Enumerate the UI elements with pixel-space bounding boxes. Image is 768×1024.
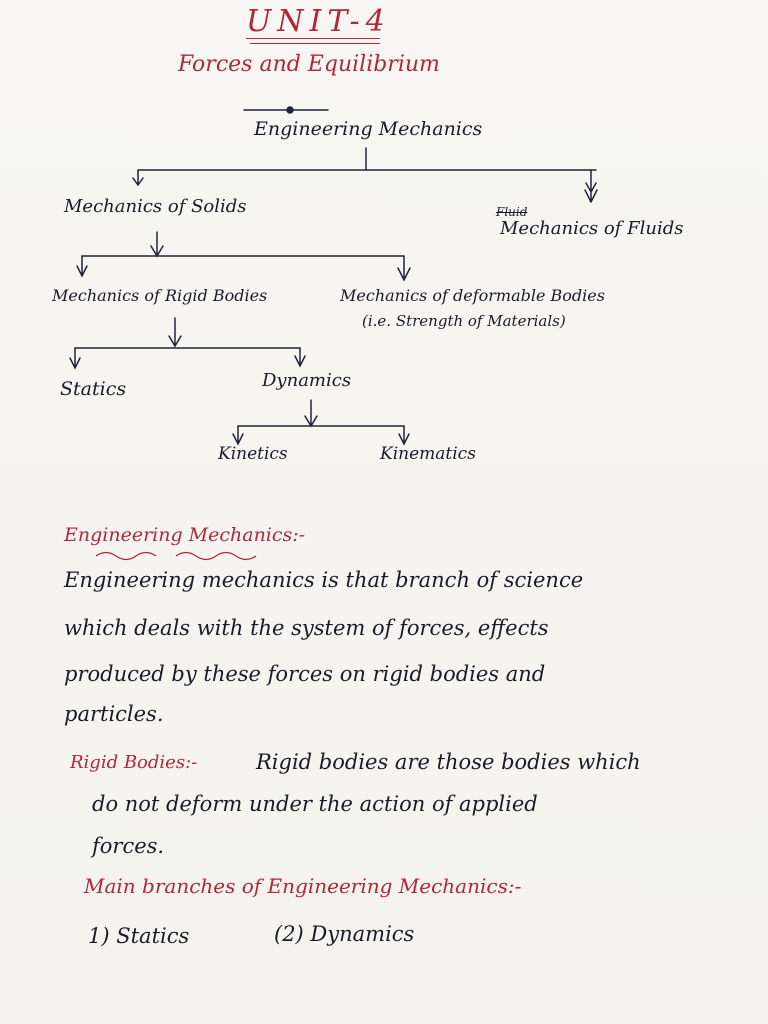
rigid-bodies-label: Rigid Bodies:-: [70, 752, 198, 773]
heading-engineering-mechanics: Engineering Mechanics:-: [64, 524, 306, 546]
rigid-bodies-line-3: forces.: [92, 834, 165, 858]
definition-line-1: Engineering mechanics is that branch of science: [64, 568, 584, 592]
node-mechanics-of-deformable-bodies: Mechanics of deformable Bodies: [340, 286, 605, 305]
arrow-to-fluids: [585, 170, 597, 202]
main-branches-heading: Main branches of Engineering Mechanics:-: [84, 874, 522, 898]
hierarchy-diagram: [0, 0, 768, 480]
node-kinetics: Kinetics: [218, 444, 288, 464]
arrow-to-deformable: [398, 256, 410, 280]
unit-title: UNIT-4: [246, 4, 391, 39]
node-statics: Statics: [60, 378, 127, 400]
arrow-to-dynamics: [295, 348, 305, 366]
arrow-to-statics: [70, 348, 80, 368]
connector-solids: [151, 232, 163, 256]
definition-line-4: particles.: [64, 702, 164, 726]
node-dynamics: Dynamics: [262, 370, 352, 391]
arrow-to-kinematics: [399, 426, 409, 444]
definition-line-3: produced by these forces on rigid bodies and: [64, 662, 546, 686]
arrow-to-rigid: [77, 256, 87, 276]
node-strength-of-materials: (i.e. Strength of Materials): [362, 312, 566, 330]
branch-2-dynamics: (2) Dynamics: [274, 922, 415, 946]
rigid-bodies-line-2: do not deform under the action of applied: [92, 792, 538, 816]
node-mechanics-of-fluids: Mechanics of Fluids: [500, 218, 684, 239]
connector-rigid: [169, 318, 181, 346]
rigid-bodies-line-1: Rigid bodies are those bodies which: [256, 750, 641, 774]
divider-dot: [287, 107, 293, 113]
heading-squiggle: [96, 548, 286, 562]
subtitle: Forces and Equilibrium: [178, 52, 440, 77]
node-mechanics-of-solids: Mechanics of Solids: [64, 196, 247, 217]
branch-1-statics: 1) Statics: [88, 924, 190, 948]
arrow-to-solids: [133, 170, 143, 185]
connector-dynamics: [305, 400, 317, 426]
node-mechanics-of-rigid-bodies: Mechanics of Rigid Bodies: [52, 286, 268, 305]
arrow-to-kinetics: [233, 426, 243, 444]
node-engineering-mechanics: Engineering Mechanics: [254, 118, 483, 140]
node-kinematics: Kinematics: [380, 444, 476, 464]
definition-line-2: which deals with the system of forces, effects: [64, 616, 549, 640]
node-fluid-struck: Fluid: [496, 205, 528, 219]
